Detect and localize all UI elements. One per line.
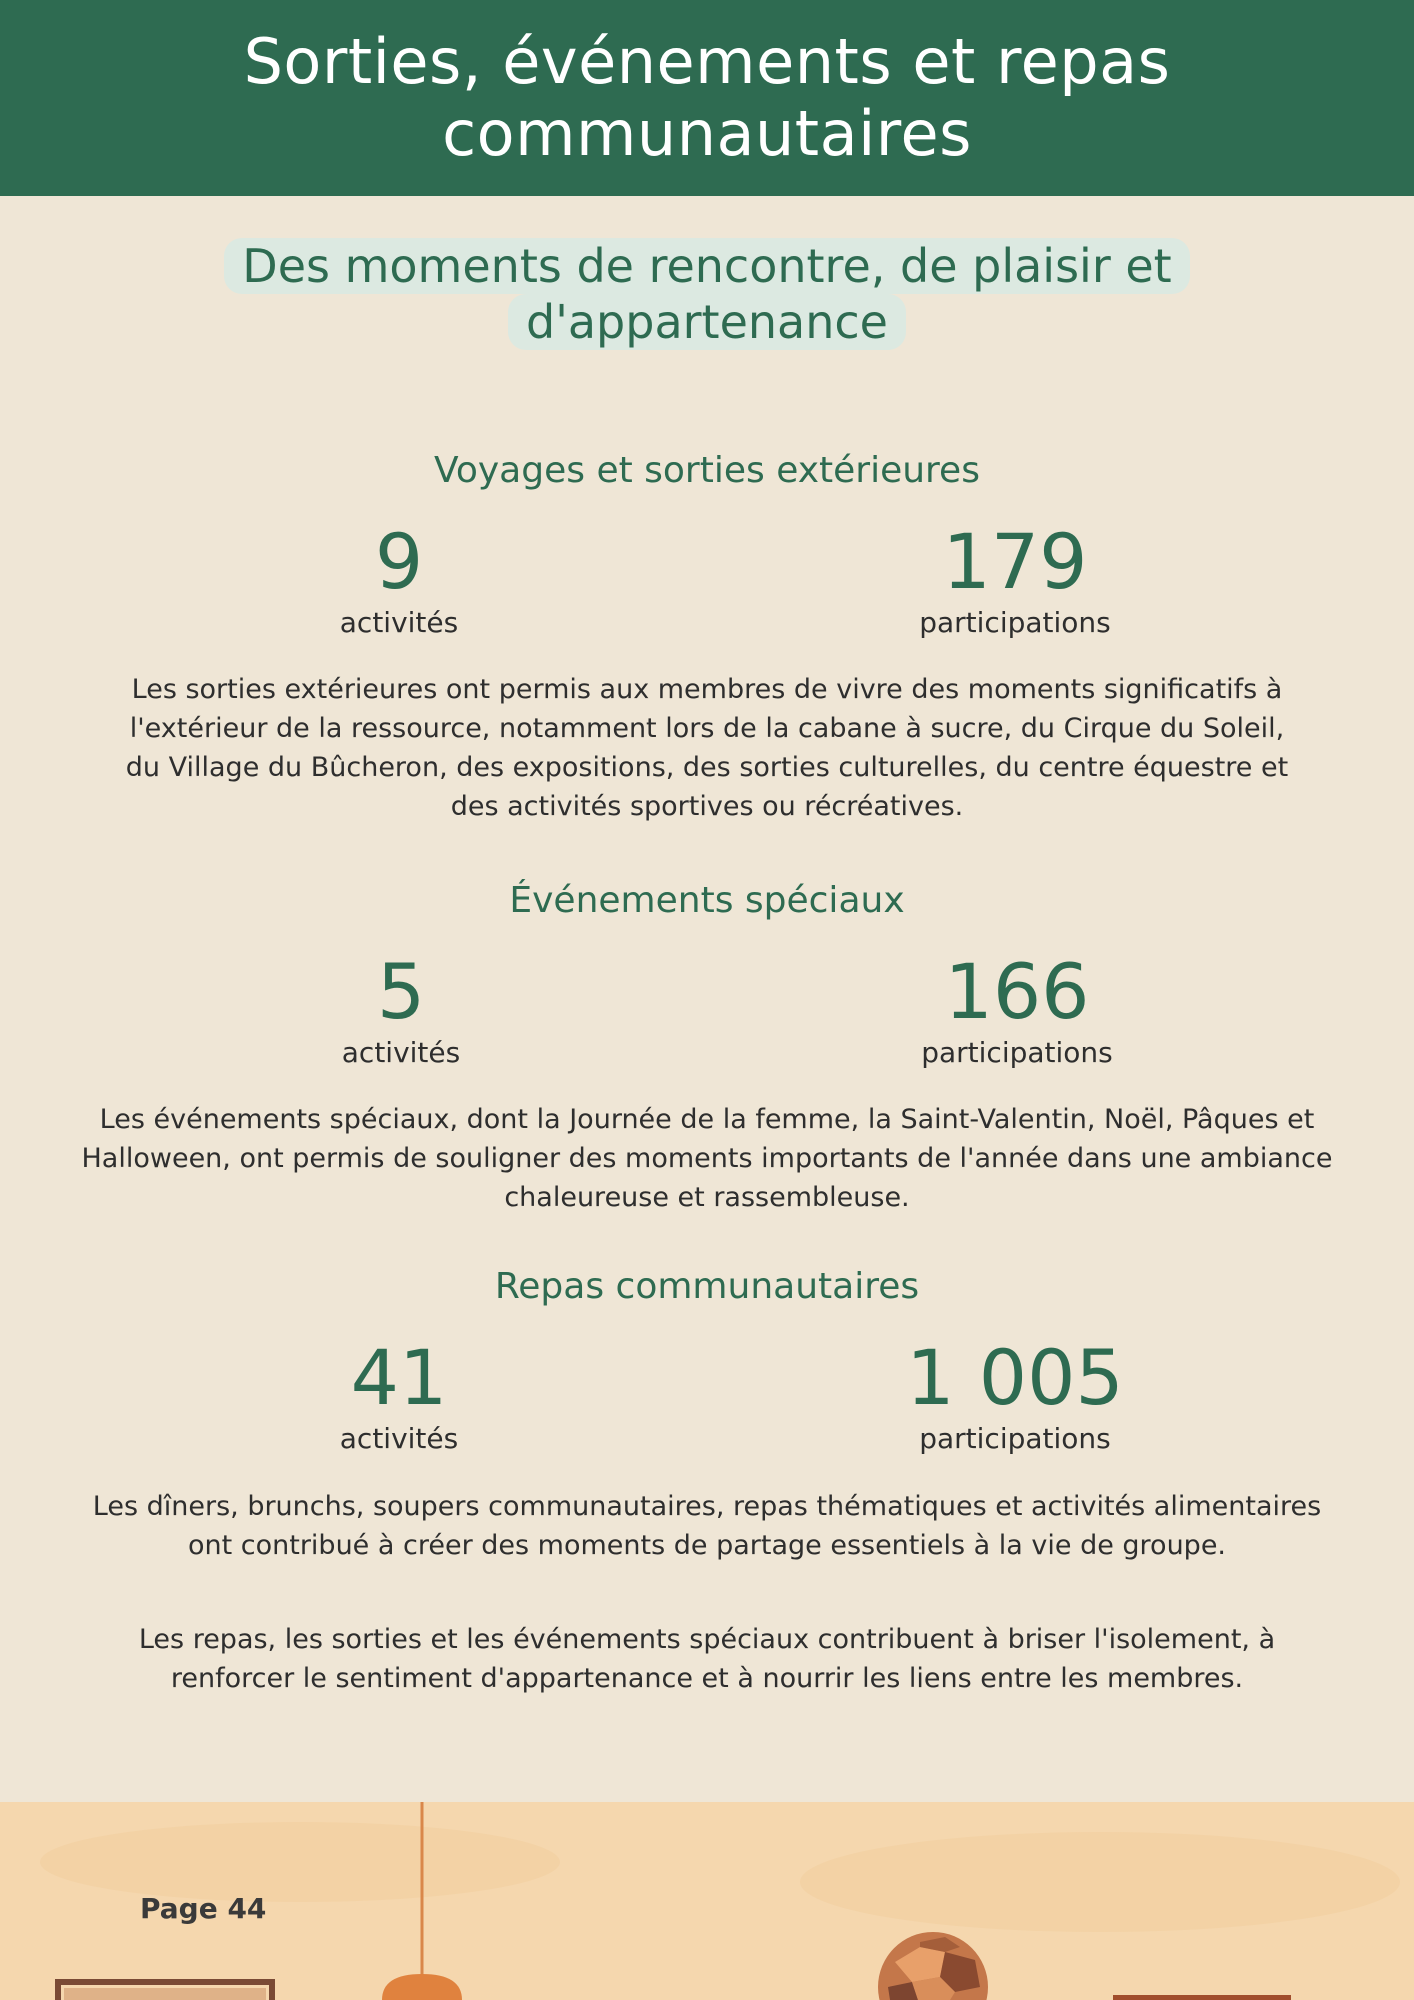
section-title-voyages: Voyages et sorties extérieures — [434, 450, 980, 491]
page-header — [0, 0, 1414, 196]
stat-activities-evenements — [251, 947, 551, 1070]
stat-value: 1 005 — [906, 1333, 1124, 1422]
section-title-repas: Repas communautaires — [494, 1266, 920, 1307]
shelf — [1113, 1995, 1291, 2000]
page-number: Page 44 — [140, 1892, 267, 1925]
stat-value: 41 — [350, 1333, 448, 1422]
stat-activities-voyages — [249, 517, 549, 640]
subtitle-line-1: Des moments de rencontre, de plaisir et — [224, 238, 1189, 294]
stat-label: participations — [919, 1422, 1111, 1455]
stat-label: activités — [341, 1036, 461, 1069]
stat-value: 179 — [942, 517, 1088, 606]
stat-value: 166 — [944, 947, 1090, 1036]
section-description-voyages: Les sorties extérieures ont permis aux membres de vivre des moments significatifs à l'extérieur de la ressource, notamment lors de la cabane à sucre, du Cirque du Soleil, du Village du Bûcheron, des expositions, des sorties culturelles, du centre équestre et des activités sportives ou récréatives. — [125, 674, 1289, 822]
stat-participations-voyages — [865, 517, 1165, 640]
section-description-evenements: Les événements spéciaux, dont la Journée de la femme, la Saint-Valentin, Noël, Pâques et Halloween, ont permis de souligner des moments importants de l'année dans une ambiance chaleureuse et rassembleuse. — [81, 1104, 1333, 1213]
stat-activities-repas — [249, 1333, 549, 1456]
page-title-line-1: Sorties, événements et repas — [243, 25, 1171, 98]
page-title-line-2: communautaires — [442, 97, 972, 170]
section-description-repas: Les dîners, brunchs, soupers communautaires, repas thématiques et activités alimentaires ont contribué à créer des moments de partage essentiels à la vie de groupe. — [92, 1491, 1322, 1561]
stat-participations-evenements — [867, 947, 1167, 1070]
section-title-evenements: Événements spéciaux — [509, 880, 905, 921]
subtitle — [0, 238, 1414, 350]
footer-illustration — [0, 1802, 1414, 2000]
stat-value: 9 — [374, 517, 424, 606]
stat-participations-repas — [865, 1333, 1165, 1456]
closing-paragraph: Les repas, les sorties et les événements spéciaux contribuent à briser l'isolement, à renforcer le sentiment d'appartenance et à nourrir les liens entre les membres. — [138, 1624, 1276, 1694]
stat-label: participations — [919, 606, 1111, 639]
stat-label: activités — [339, 1422, 459, 1455]
subtitle-line-2: d'appartenance — [508, 294, 906, 350]
stat-value: 5 — [376, 947, 426, 1036]
stat-label: participations — [921, 1036, 1113, 1069]
stat-label: activités — [339, 606, 459, 639]
